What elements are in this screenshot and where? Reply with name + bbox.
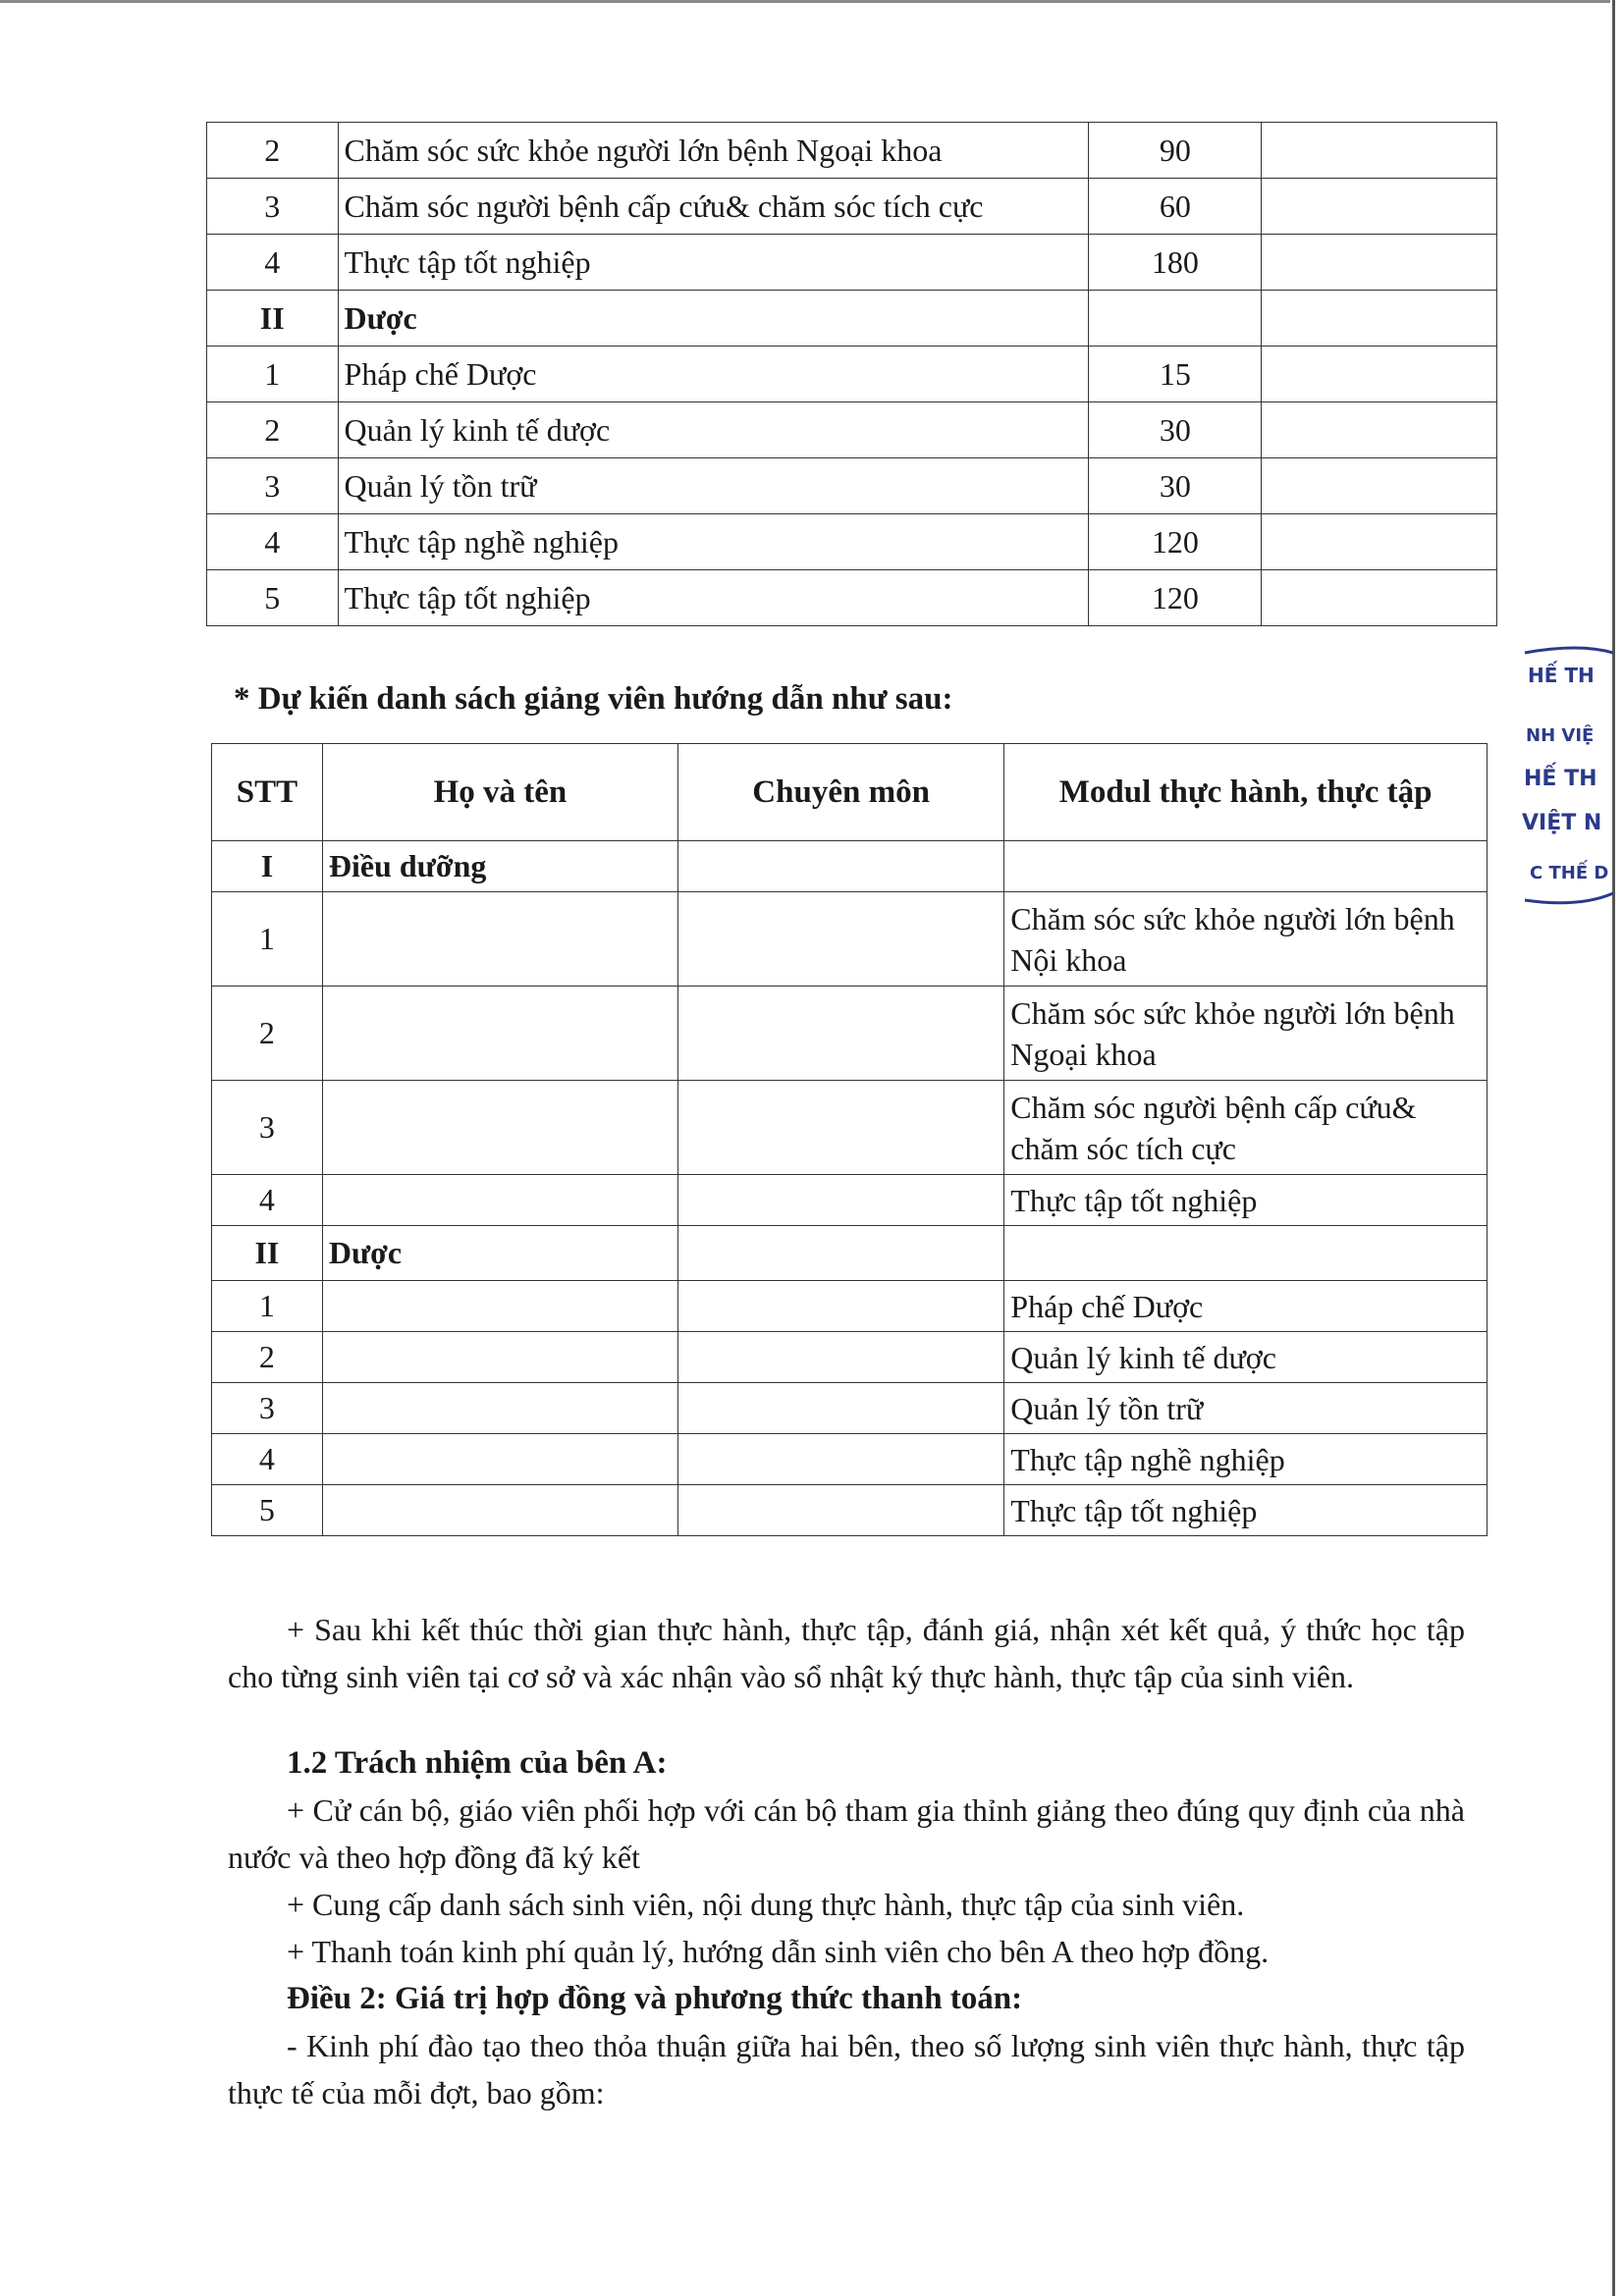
row-module: Chăm sóc người bệnh cấp cứu& chăm sóc tích cực <box>1004 1081 1488 1175</box>
row-instructor-name <box>322 1434 677 1485</box>
row-module-name: Chăm sóc người bệnh cấp cứu& chăm sóc tích cực <box>338 179 1089 235</box>
row-extra <box>1262 514 1497 570</box>
row-hours: 180 <box>1089 235 1262 291</box>
row-instructor-name <box>322 1081 677 1175</box>
module-hours-row <box>207 514 1497 570</box>
stamp-line: HẾ TH <box>1528 664 1595 687</box>
instructor-list-heading: * Dự kiến danh sách giảng viên hướng dẫn như sau: <box>234 681 953 717</box>
row-specialty <box>677 987 1003 1081</box>
row-stt: 2 <box>212 1332 323 1383</box>
instructor-group-row <box>212 1226 1488 1281</box>
header-stt: STT <box>212 744 323 841</box>
instructor-row <box>212 987 1488 1081</box>
after-table-note: + Sau khi kết thúc thời gian thực hành, thực tập, đánh giá, nhận xét kết quả, ý thức học tập cho từng sinh viên tại cơ sở và xác nhận vào sổ nhật ký thực hành, thực tập của sinh viên. <box>228 1612 1465 1694</box>
row-stt: 3 <box>212 1383 323 1434</box>
stamp-line: C THẾ D <box>1530 863 1609 883</box>
row-instructor-name: Dược <box>322 1226 677 1281</box>
module-hours-row <box>207 123 1497 179</box>
row-extra <box>1262 570 1497 626</box>
row-stt: 4 <box>207 235 339 291</box>
row-extra <box>1262 291 1497 347</box>
instructor-row <box>212 1332 1488 1383</box>
stamp-line: VIỆT N <box>1522 811 1602 835</box>
row-module-name: Thực tập tốt nghiệp <box>338 570 1089 626</box>
row-module-name: Quản lý kinh tế dược <box>338 402 1089 458</box>
article-2-text: - Kinh phí đào tạo theo thỏa thuận giữa hai bên, theo số lượng sinh viên thực hành, thực tập thực tế của mỗi đợt, bao gồm: <box>228 2028 1465 2110</box>
row-module-name: Pháp chế Dược <box>338 347 1089 402</box>
module-hours-row <box>207 347 1497 402</box>
row-specialty <box>677 1332 1003 1383</box>
row-hours: 120 <box>1089 570 1262 626</box>
scan-top-edge <box>0 0 1610 3</box>
header-module: Modul thực hành, thực tập <box>1004 744 1488 841</box>
instructor-row <box>212 892 1488 987</box>
row-specialty <box>677 1434 1003 1485</box>
row-specialty <box>677 841 1003 892</box>
instructor-row <box>212 1281 1488 1332</box>
row-module-name: Dược <box>338 291 1089 347</box>
instructor-row <box>212 1434 1488 1485</box>
row-hours: 30 <box>1089 402 1262 458</box>
row-extra <box>1262 458 1497 514</box>
row-hours <box>1089 291 1262 347</box>
row-stt: II <box>207 291 339 347</box>
row-instructor-name <box>322 987 677 1081</box>
row-stt: 3 <box>207 458 339 514</box>
row-stt: 2 <box>207 123 339 179</box>
row-extra <box>1262 402 1497 458</box>
row-hours: 120 <box>1089 514 1262 570</box>
row-module: Chăm sóc sức khỏe người lớn bệnh Ngoại khoa <box>1004 987 1488 1081</box>
row-instructor-name <box>322 1175 677 1226</box>
row-stt: 2 <box>207 402 339 458</box>
module-hours-row <box>207 291 1497 347</box>
row-specialty <box>677 1383 1003 1434</box>
module-hours-row <box>207 402 1497 458</box>
row-module <box>1004 841 1488 892</box>
module-hours-row <box>207 570 1497 626</box>
header-specialty: Chuyên môn <box>677 744 1003 841</box>
stamp-line: NH VIỆ <box>1526 725 1595 746</box>
module-hours-row <box>207 458 1497 514</box>
body-text <box>228 1606 1465 2116</box>
row-specialty <box>677 1175 1003 1226</box>
row-stt: I <box>212 841 323 892</box>
row-stt: 4 <box>207 514 339 570</box>
row-module: Pháp chế Dược <box>1004 1281 1488 1332</box>
stamp-line: HẾ TH <box>1524 767 1597 791</box>
row-specialty <box>677 1485 1003 1536</box>
module-hours-table <box>206 122 1497 626</box>
row-instructor-name <box>322 1332 677 1383</box>
row-module-name: Thực tập nghề nghiệp <box>338 514 1089 570</box>
instructor-row <box>212 1081 1488 1175</box>
instructor-row <box>212 1485 1488 1536</box>
row-extra <box>1262 347 1497 402</box>
row-module-name: Chăm sóc sức khỏe người lớn bệnh Ngoại khoa <box>338 123 1089 179</box>
row-stt: 5 <box>207 570 339 626</box>
row-stt: 3 <box>207 179 339 235</box>
row-extra <box>1262 179 1497 235</box>
row-stt: 4 <box>212 1175 323 1226</box>
section-1-2-title: 1.2 Trách nhiệm của bên A: <box>287 1745 668 1781</box>
row-specialty <box>677 1281 1003 1332</box>
module-hours-row <box>207 179 1497 235</box>
row-hours: 90 <box>1089 123 1262 179</box>
row-hours: 60 <box>1089 179 1262 235</box>
section-1-2-item: + Cung cấp danh sách sinh viên, nội dung thực hành, thực tập của sinh viên. <box>287 1887 1245 1922</box>
row-specialty <box>677 1226 1003 1281</box>
row-specialty <box>677 1081 1003 1175</box>
row-module: Quản lý tồn trữ <box>1004 1383 1488 1434</box>
row-instructor-name <box>322 892 677 987</box>
instructor-row <box>212 1175 1488 1226</box>
row-specialty <box>677 892 1003 987</box>
row-extra <box>1262 235 1497 291</box>
instructor-table <box>211 743 1488 1536</box>
row-stt: 4 <box>212 1434 323 1485</box>
row-module: Thực tập tốt nghiệp <box>1004 1485 1488 1536</box>
row-instructor-name <box>322 1485 677 1536</box>
row-module <box>1004 1226 1488 1281</box>
module-hours-row <box>207 235 1497 291</box>
row-instructor-name <box>322 1383 677 1434</box>
official-stamp-fragment <box>1520 643 1613 908</box>
article-2-title: Điều 2: Giá trị hợp đồng và phương thức thanh toán: <box>287 1981 1023 2016</box>
row-hours: 15 <box>1089 347 1262 402</box>
row-module: Quản lý kinh tế dược <box>1004 1332 1488 1383</box>
row-instructor-name <box>322 1281 677 1332</box>
row-stt: 1 <box>207 347 339 402</box>
row-module: Chăm sóc sức khỏe người lớn bệnh Nội khoa <box>1004 892 1488 987</box>
row-stt: 1 <box>212 892 323 987</box>
instructor-table-header <box>212 744 1488 841</box>
row-extra <box>1262 123 1497 179</box>
row-stt: II <box>212 1226 323 1281</box>
row-module-name: Quản lý tồn trữ <box>338 458 1089 514</box>
row-hours: 30 <box>1089 458 1262 514</box>
row-stt: 3 <box>212 1081 323 1175</box>
row-stt: 2 <box>212 987 323 1081</box>
instructor-row <box>212 1383 1488 1434</box>
row-stt: 1 <box>212 1281 323 1332</box>
row-module: Thực tập tốt nghiệp <box>1004 1175 1488 1226</box>
instructor-group-row <box>212 841 1488 892</box>
section-1-2-item: + Thanh toán kinh phí quản lý, hướng dẫn sinh viên cho bên A theo hợp đồng. <box>287 1934 1270 1969</box>
section-1-2-item: + Cử cán bộ, giáo viên phối hợp với cán bộ tham gia thỉnh giảng theo đúng quy định của nhà nước và theo hợp đồng đã ký kết <box>228 1792 1465 1875</box>
row-module-name: Thực tập tốt nghiệp <box>338 235 1089 291</box>
row-instructor-name: Điều dưỡng <box>322 841 677 892</box>
header-name: Họ và tên <box>322 744 677 841</box>
row-module: Thực tập nghề nghiệp <box>1004 1434 1488 1485</box>
row-stt: 5 <box>212 1485 323 1536</box>
scan-right-edge <box>1612 0 1615 2296</box>
